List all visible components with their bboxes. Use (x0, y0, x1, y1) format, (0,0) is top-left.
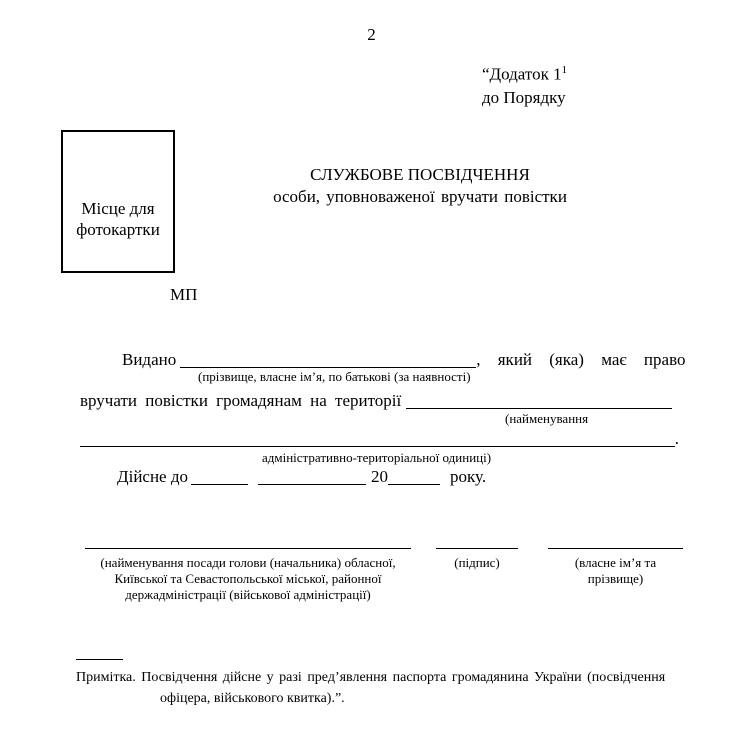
page-number: 2 (367, 25, 376, 44)
note-text-line-1: Посвідчення дійсне у разі пред’явлення паспорта громадянина України (посвідчення (141, 670, 666, 685)
signature-line-name (548, 548, 683, 549)
issued-suffix: , який (яка) має право (476, 350, 686, 369)
signature-col-name (548, 548, 683, 587)
signature-name-caption-line-1: (власне ім’я та (574, 555, 657, 570)
signature-name-caption-line-2: прізвище) (587, 571, 644, 586)
territory-line (80, 391, 672, 411)
signature-line-sign (436, 548, 518, 549)
territory-label: вручати повістки громадянам на території (80, 391, 402, 410)
territory-line-2 (80, 429, 679, 449)
territory-blank (406, 404, 672, 409)
signature-position-caption (85, 555, 411, 603)
issued-line (122, 350, 685, 370)
signature-line-position (85, 548, 411, 549)
annex-reference (482, 59, 567, 109)
territory-caption-1: (найменування (505, 411, 589, 426)
validity-day-blank (191, 480, 248, 485)
photo-placeholder-label: Місце для фотокартки (76, 198, 160, 239)
signature-position-caption-line-2: Київської та Севастопольської міської, районної (114, 571, 382, 586)
validity-line (117, 467, 486, 487)
document-title: СЛУЖБОВЕ ПОСВІДЧЕННЯ (310, 165, 530, 184)
note-text-line-2: офіцера, військового квитка).”. (160, 691, 345, 706)
stamp-mark: МП (170, 285, 198, 304)
note-separator-rule (76, 659, 123, 660)
issued-caption: (прізвище, власне ім’я, по батькові (за наявності) (198, 369, 471, 384)
territory-blank-2 (80, 442, 675, 447)
validity-century: 20 (371, 467, 389, 486)
validity-year-blank (388, 480, 440, 485)
territory-caption-2: адміністративно-територіальної одиниці) (262, 450, 492, 465)
validity-label: Дійсне до (117, 467, 189, 486)
validity-month-blank (258, 480, 366, 485)
document-title-block (140, 164, 700, 208)
signature-position-caption-line-1: (найменування посади голови (начальника) обласної, (100, 555, 396, 570)
annex-line-1: “Додаток $1^1$ (482, 64, 568, 84)
issued-name-blank (180, 363, 476, 368)
signature-col-position (85, 548, 411, 603)
territory-period: . (674, 429, 679, 448)
annex-line-2: до Порядку (482, 87, 566, 107)
issued-label: Видано (122, 350, 177, 369)
document-subtitle: особи, уповноваженої вручати повістки (273, 187, 567, 206)
note-label: Примітка. (76, 670, 136, 685)
annex-footnote-sup: 1 (561, 64, 568, 76)
note-line-1 (76, 670, 665, 686)
signature-name-caption (548, 555, 683, 587)
signature-sign-caption: (підпис) (454, 555, 500, 570)
validity-suffix: року. (450, 467, 487, 486)
signature-position-caption-line-3: держадміністрації (військової адміністрації) (125, 587, 371, 602)
signature-col-sign (436, 548, 518, 571)
